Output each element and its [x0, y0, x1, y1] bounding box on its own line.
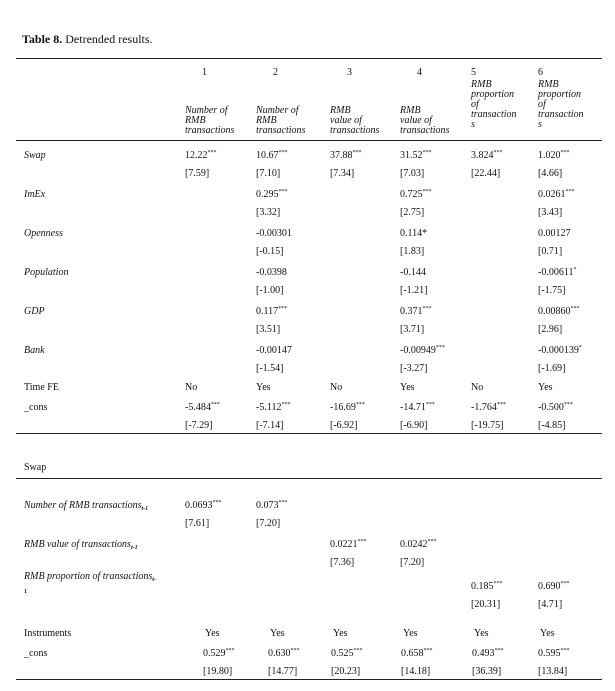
time-fe-4: Yes [400, 382, 415, 393]
significance-stars: *** [560, 648, 570, 654]
row-bank-coef-2: -0.00147 [256, 345, 292, 356]
instruments-5: Yes [474, 628, 489, 639]
row-swap-coef-5: 3.824*** [471, 150, 503, 161]
column-number-1: 1 [202, 67, 207, 78]
row-lag-2-coef-4: 0.0242*** [400, 539, 437, 550]
cons-coef-1: -5.484*** [185, 402, 220, 413]
cons2-tstat-5: [36.39] [472, 666, 502, 677]
row-lag-3-tstat-6: [4.71] [538, 599, 563, 610]
row-bank-tstat-4: [-3.27] [400, 363, 428, 374]
row-gdp-tstat-6: [2.96] [538, 324, 563, 335]
significance-stars: *** [427, 539, 437, 545]
significance-stars: *** [355, 402, 365, 408]
row-population-label: Population [24, 267, 69, 278]
significance-stars: * [578, 345, 582, 351]
row-population-tstat-2: [-1.00] [256, 285, 284, 296]
cons-coef-3: -16.69*** [330, 402, 365, 413]
row-lag-3-coef-6: 0.690*** [538, 581, 570, 592]
column-header-3 [330, 106, 386, 136]
significance-stars: *** [570, 306, 580, 312]
row-imex-coef-4: 0.725*** [400, 189, 432, 200]
column-header-4 [400, 106, 458, 136]
bottom-rule [16, 679, 602, 680]
cons-label: _cons [24, 402, 48, 413]
significance-stars: * [573, 267, 577, 273]
lag-subscript: t-1 [130, 545, 138, 551]
cons2-coef-6: 0.595*** [538, 648, 570, 659]
header-line: RMB [185, 115, 206, 126]
header-line: of [471, 99, 479, 110]
header-line: transactions [400, 125, 450, 136]
column-header-5 [471, 80, 523, 130]
row-lag-3-label: RMB proportion of transactions$_{t-}$ [24, 571, 156, 583]
column-number-5: 5 [471, 67, 476, 78]
instruments-3: Yes [333, 628, 348, 639]
header-line: RMB [471, 79, 492, 90]
significance-stars: *** [212, 500, 222, 506]
header-line: proportion [538, 89, 581, 100]
row-swap-tstat-1: [7.59] [185, 168, 210, 179]
row-gdp-coef-4: 0.371*** [400, 306, 432, 317]
row-lag-3-coef-5: 0.185*** [471, 581, 503, 592]
lag-subscript: t- [152, 577, 156, 583]
cons2-coef-2: 0.630*** [268, 648, 300, 659]
cons2-coef-1: 0.529*** [203, 648, 235, 659]
instruments-label: Instruments [24, 628, 72, 639]
significance-stars: *** [225, 648, 235, 654]
row-imex-coef-6: 0.0261*** [538, 189, 575, 200]
time-fe-label: Time FE [24, 382, 59, 393]
row-lag-3-label-wrap: 1 [24, 589, 27, 595]
significance-stars: *** [290, 648, 300, 654]
row-bank-coef-4: -0.00949*** [400, 345, 445, 356]
row-lag-2-tstat-3: [7.36] [330, 557, 355, 568]
row-openness-coef-4: 0.114* [400, 228, 428, 239]
significance-stars: *** [352, 150, 362, 156]
row-swap-tstat-6: [4.66] [538, 168, 563, 179]
cons2-tstat-6: [13.84] [538, 666, 568, 677]
time-fe-3: No [330, 382, 343, 393]
row-imex-label: ImEx [24, 189, 46, 200]
row-openness-tstat-4: [1.83] [400, 246, 425, 257]
row-gdp-coef-6: 0.00860*** [538, 306, 580, 317]
row-bank-coef-6: -0.000139* [538, 345, 582, 356]
row-swap-tstat-3: [7.34] [330, 168, 355, 179]
significance-stars: *** [210, 402, 220, 408]
cons-coef-6: -0.500*** [538, 402, 573, 413]
header-rule [16, 140, 602, 141]
cons-coef-4: -14.71*** [400, 402, 435, 413]
row-swap-coef-3: 37.88*** [330, 150, 362, 161]
significance-stars: *** [565, 189, 575, 195]
time-fe-2: Yes [256, 382, 271, 393]
significance-stars: *** [435, 345, 445, 351]
cons2-coef-5: 0.493*** [472, 648, 504, 659]
row-swap-tstat-5: [22.44] [471, 168, 501, 179]
header-line: RMB [400, 105, 421, 116]
header-line: RMB [256, 115, 277, 126]
row-swap-tstat-2: [7.10] [256, 168, 281, 179]
row-swap-coef-6: 1.020*** [538, 150, 570, 161]
cons-coef-2: -5.112*** [256, 402, 291, 413]
cons2-tstat-1: [19.80] [203, 666, 233, 677]
significance-stars: *** [560, 581, 570, 587]
column-number-6: 6 [538, 67, 543, 78]
column-number-2: 2 [273, 67, 278, 78]
row-lag-1-tstat-2: [7.20] [256, 518, 281, 529]
header-line: transactions [185, 125, 235, 136]
row-bank-label: Bank [24, 345, 45, 356]
significance-stars: *** [278, 150, 288, 156]
column-header-6 [538, 80, 588, 130]
row-swap-coef-4: 31.52*** [400, 150, 432, 161]
cons2-label: _cons [24, 648, 48, 659]
significance-stars: *** [563, 402, 573, 408]
row-population-tstat-4: [-1.21] [400, 285, 428, 296]
row-imex-tstat-2: [3.32] [256, 207, 281, 218]
significance-stars: *** [422, 189, 432, 195]
header-line: transactions [256, 125, 306, 136]
instruments-4: Yes [403, 628, 418, 639]
cons-tstat-3: [-6.92] [330, 420, 358, 431]
significance-stars: *** [560, 150, 570, 156]
row-openness-tstat-2: [-0.15] [256, 246, 284, 257]
header-line: value of [330, 115, 362, 126]
row-lag-2-coef-3: 0.0221*** [330, 539, 367, 550]
cons2-coef-3: 0.525*** [331, 648, 363, 659]
panel1-bottom-rule [16, 433, 602, 434]
significance-stars: *** [281, 402, 291, 408]
column-number-4: 4 [417, 67, 422, 78]
row-openness-coef-6: 0.00127 [538, 228, 571, 239]
header-line: s [471, 119, 475, 130]
row-population-coef-4: -0.144 [400, 267, 426, 278]
header-line: RMB [538, 79, 559, 90]
cons2-tstat-3: [20.23] [331, 666, 361, 677]
significance-stars: *** [423, 648, 433, 654]
row-swap-tstat-4: [7.03] [400, 168, 425, 179]
row-imex-tstat-6: [3.43] [538, 207, 563, 218]
row-lag-1-coef-2: 0.073*** [256, 500, 288, 511]
header-line: s [538, 119, 542, 130]
significance-stars: *** [493, 581, 503, 587]
row-bank-tstat-2: [-1.54] [256, 363, 284, 374]
time-fe-1: No [185, 382, 198, 393]
significance-stars: *** [493, 150, 503, 156]
time-fe-6: Yes [538, 382, 553, 393]
panel2-title: Swap [24, 462, 47, 473]
cons2-tstat-2: [14.77] [268, 666, 298, 677]
instruments-2: Yes [270, 628, 285, 639]
row-population-coef-2: -0.0398 [256, 267, 287, 278]
table-title: Table 8. Detrended results. [22, 32, 153, 46]
row-gdp-coef-2: 0.117*** [256, 306, 288, 317]
header-line: Number of [185, 105, 228, 116]
significance-stars: *** [422, 150, 432, 156]
row-gdp-tstat-2: [3.51] [256, 324, 281, 335]
significance-stars: *** [357, 539, 367, 545]
header-line: Number of [256, 105, 299, 116]
row-lag-2-tstat-4: [7.20] [400, 557, 425, 568]
column-header-1 [185, 106, 243, 136]
header-line: transaction [471, 109, 517, 120]
cons2-tstat-4: [14.18] [401, 666, 431, 677]
significance-stars: *** [278, 189, 288, 195]
row-gdp-tstat-4: [3.71] [400, 324, 425, 335]
row-openness-tstat-6: [0.71] [538, 246, 563, 257]
row-swap-coef-2: 10.67*** [256, 150, 288, 161]
row-lag-1-tstat-1: [7.61] [185, 518, 210, 529]
row-swap-coef-1: 12.22*** [185, 150, 217, 161]
header-line: of [538, 99, 546, 110]
lag-subscript: t-1 [141, 506, 149, 512]
significance-stars: *** [207, 150, 217, 156]
panel2-title-rule [16, 478, 602, 479]
significance-stars: *** [278, 306, 288, 312]
cons2-coef-4: 0.658*** [401, 648, 433, 659]
header-line: RMB [330, 105, 351, 116]
time-fe-5: No [471, 382, 484, 393]
cons-tstat-5: [-19.75] [471, 420, 504, 431]
cons-tstat-2: [-7.14] [256, 420, 284, 431]
header-line: proportion [471, 89, 514, 100]
instruments-1: Yes [205, 628, 220, 639]
row-imex-tstat-4: [2.75] [400, 207, 425, 218]
row-lag-1-label: Number of RMB transactions$_{t-1}$ [24, 500, 149, 512]
row-bank-tstat-6: [-1.69] [538, 363, 566, 374]
cons-tstat-6: [-4.85] [538, 420, 566, 431]
row-lag-2-label: RMB value of transactions$_{t-1}$ [24, 539, 138, 551]
column-header-2 [256, 106, 318, 136]
header-line: value of [400, 115, 432, 126]
cons-tstat-1: [-7.29] [185, 420, 213, 431]
header-line: transactions [330, 125, 380, 136]
row-lag-1-coef-1: 0.0693*** [185, 500, 222, 511]
row-gdp-label: GDP [24, 306, 45, 317]
row-swap-label: Swap [24, 150, 46, 161]
significance-stars: *** [422, 306, 432, 312]
cons-coef-5: -1.764*** [471, 402, 506, 413]
row-lag-3-tstat-5: [20.31] [471, 599, 501, 610]
cons-tstat-4: [-6.90] [400, 420, 428, 431]
top-rule [16, 58, 602, 59]
instruments-6: Yes [540, 628, 555, 639]
significance-stars: *** [353, 648, 363, 654]
significance-stars: *** [496, 402, 506, 408]
significance-stars: *** [494, 648, 504, 654]
row-population-coef-6: -0.00611* [538, 267, 577, 278]
row-imex-coef-2: 0.295*** [256, 189, 288, 200]
row-openness-coef-2: -0.00301 [256, 228, 292, 239]
significance-stars: *** [278, 500, 288, 506]
row-openness-label: Openness [24, 228, 63, 239]
significance-stars: *** [425, 402, 435, 408]
header-line: transaction [538, 109, 584, 120]
row-population-tstat-6: [-1.75] [538, 285, 566, 296]
column-number-3: 3 [347, 67, 352, 78]
